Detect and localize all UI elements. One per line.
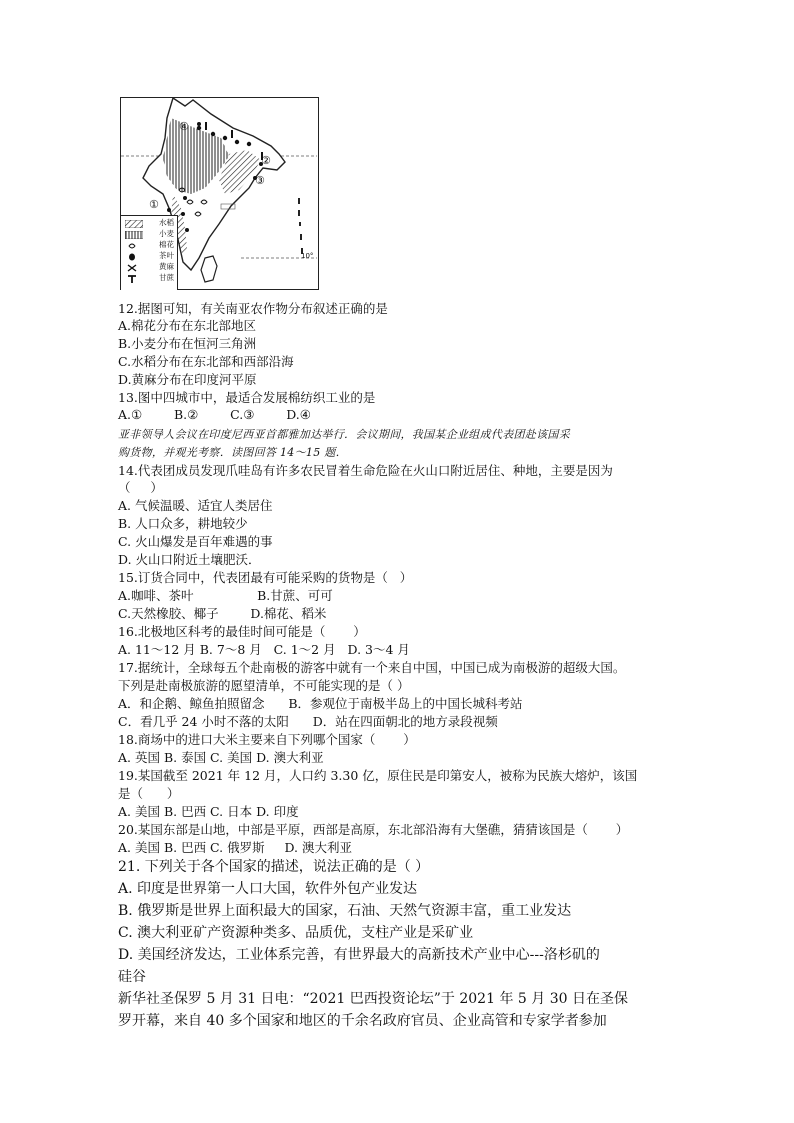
news-passage-line1: 新华社圣保罗 5 月 31 日电：“2021 巴西投资论坛”于 2021 年 5 月 30 日在圣保 [118,991,628,1007]
q14-option-d: D. 火山口附近土壤肥沃． [118,552,261,567]
q18-options: A. 英国 B. 泰国 C. 美国 D. 澳大利亚 [118,750,324,765]
q21-option-d-line2: 硅谷 [118,969,146,985]
q14-stem: 14.代表团成员发现爪哇岛有许多农民冒着生命危险在火山口附近居住、种地，主要是因为 [118,463,613,478]
map-legend [121,215,178,290]
q20-options: A. 美国 B. 巴西 C. 俄罗斯 D. 澳大利亚 [118,840,353,855]
news-passage-line2: 罗开幕，来自 40 多个国家和地区的千余名政府官员、企业高管和专家学者参加 [118,1013,607,1029]
legend-tea: 茶叶 [123,252,177,262]
q21-option-a: A. 印度是世界第一人口大国，软件外包产业发达 [118,881,418,897]
south-asia-crop-map [120,97,319,290]
q15-options-cd: C.天然橡胶、椰子 D.棉花、稻米 [118,606,327,621]
q12-option-b: B.小麦分布在恒河三角洲 [118,336,257,351]
jute-icon [125,264,143,272]
q16-options: A. 11～12 月 B. 7～8 月 C. 1～2 月 D. 3～4 月 [118,642,410,657]
q13-stem: 13.图中四城市中，最适合发展棉纺织工业的是 [118,390,376,405]
city-label-3: ③ [255,174,265,187]
q19-options: A. 美国 B. 巴西 C. 日本 D. 印度 [118,804,299,819]
q15-stem: 15.订货合同中，代表团最有可能采购的货物是（ ） [118,570,413,585]
q21-option-c: C. 澳大利亚矿产资源种类多、品质优，支柱产业是采矿业 [118,925,474,941]
q21-option-b: B. 俄罗斯是世界上面积最大的国家，石油、天然气资源丰富，重工业发达 [118,903,572,919]
q19-stem-line1: 19.某国截至 2021 年 12 月，人口约 3.30 亿，原住民是印第安人，被称为民族大熔炉，该国 [118,768,638,783]
q18-stem: 18.商场中的进口大米主要来自下列哪个国家（ ） [118,732,416,747]
city-label-1: ① [149,198,159,211]
q17-options-ab: A．和企鹅、鲸鱼拍照留念 B．参观位于南极半岛上的中国长城科考站 [118,696,523,711]
tea-leaf-icon [125,253,143,261]
q14-option-a: A. 气候温暖、适宜人类居住 [118,498,273,513]
q17-options-cd: C．看几乎 24 小时不落的太阳 D．站在四面朝北的地方录段视频 [118,714,498,729]
q21-stem: 21. 下列关于各个国家的描述，说法正确的是（ ） [118,859,430,875]
rice-hatch-icon [125,220,143,228]
legend-rice: 水稻 [123,219,177,229]
q17-stem-line2: 下列是赴南极旅游的愿望清单，不可能实现的是（ ） [118,678,410,693]
q12-option-a: A.棉花分布在东北部地区 [118,318,257,333]
city-label-2: ② [261,154,271,167]
q14-option-c: C. 火山爆发是百年难遇的事 [118,534,273,549]
passage-14-15-line1: 亚非领导人会议在印度尼西亚首都雅加达举行．会议期间，我国某企业组成代表团赴该国采 [118,428,570,441]
latitude-label: 10° [301,252,314,260]
legend-jute: 黄麻 [123,263,177,273]
q16-stem: 16.北极地区科考的最佳时间可能是（ ） [118,624,366,639]
legend-cotton: 棉花 [123,241,177,251]
q12-option-d: D.黄麻分布在印度河平原 [118,372,257,387]
q15-options-ab: A.咖啡、茶叶 B.甘蔗、可可 [118,588,333,603]
legend-sugarcane: 甘蔗 [123,274,177,284]
q21-option-d-line1: D. 美国经济发达，工业体系完善，有世界最大的高新技术产业中心---洛杉矶的 [118,947,600,963]
q17-stem-line1: 17.据统计，全球每五个赴南极的游客中就有一个来自中国，中国已成为南极游的超级大国。 [118,660,626,675]
q12-stem: 12.据图可知，有关南亚农作物分布叙述正确的是 [118,301,388,316]
legend-wheat: 小麦 [123,230,177,240]
q14-bracket: （ ） [118,480,163,495]
city-label-4: ④ [179,120,189,133]
q13-options: A.① B.② C.③ D.④ [118,407,311,422]
q12-option-c: C.水稻分布在东北部和西部沿海 [118,354,294,369]
sugarcane-icon [125,275,143,283]
q14-option-b: B. 人口众多，耕地较少 [118,516,248,531]
wheat-stripe-icon [125,231,143,239]
cotton-icon [125,242,143,250]
passage-14-15-line2: 购货物，并观光考察．读图回答 14～15 题． [118,446,347,459]
q20-stem: 20.某国东部是山地，中部是平原，西部是高原，东北部沿海有大堡礁，猜猜该国是（ ） [118,822,629,837]
q19-stem-line2: 是（ ） [118,786,180,801]
